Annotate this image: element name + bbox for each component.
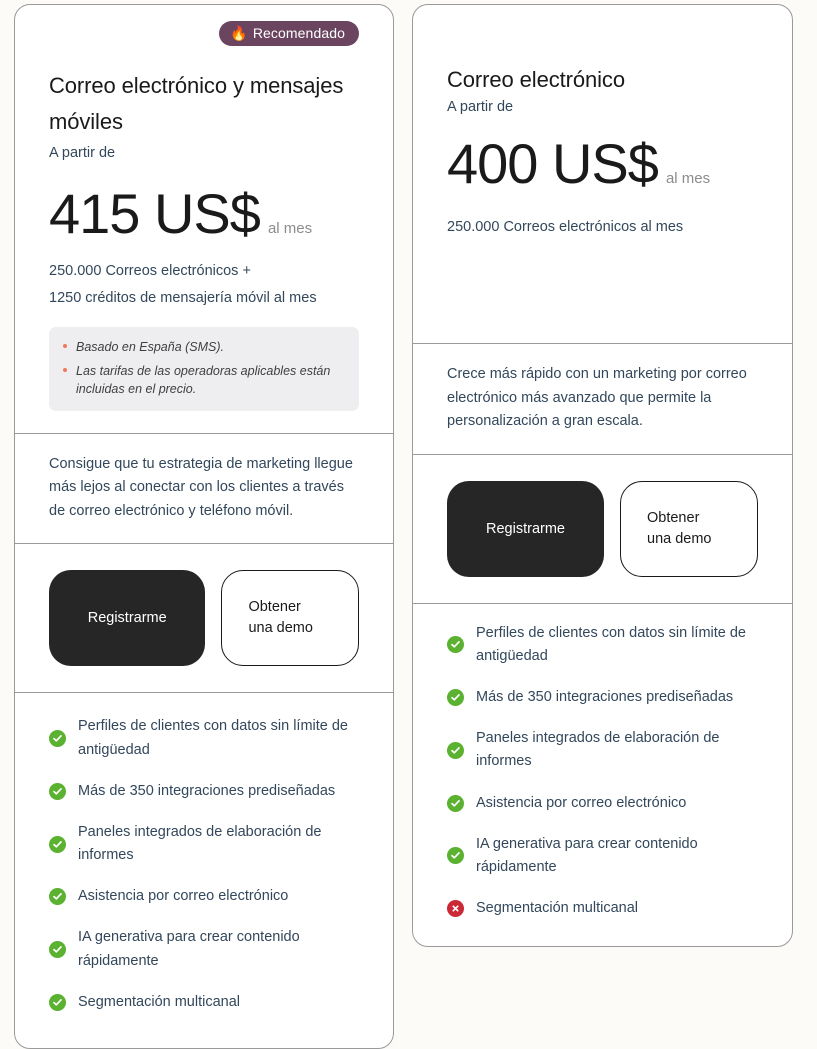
plan-price-row [49, 181, 359, 245]
check-circle-icon [49, 836, 66, 853]
plan-from-label: A partir de [49, 145, 116, 162]
feature-label: Más de 350 integraciones prediseñadas [78, 782, 336, 799]
feature-item [447, 686, 758, 709]
get-demo-button-label: Obtener una demo [647, 509, 712, 547]
plan-description: Crece más rápido con un marketing por correo electrónico más avanzado que permite la personalización a gran escala. [447, 366, 747, 430]
plan-price-note: 250.000 Correos electrónicos al mes [447, 218, 684, 235]
feature-item [49, 780, 359, 803]
get-demo-button[interactable] [620, 481, 758, 577]
plan-title: Correo electrónico [447, 67, 625, 92]
check-circle-icon [49, 941, 66, 958]
feature-label: Segmentación multicanal [78, 993, 241, 1010]
plan-price-period: al mes [665, 169, 711, 187]
plan-description-section [413, 343, 792, 453]
plan-cta-section [413, 454, 792, 603]
plan-fineprint-box [49, 327, 359, 411]
check-circle-icon [49, 994, 66, 1011]
fineprint-item: Las tarifas de las operadoras aplicables están incluidas en el precio. [63, 362, 345, 398]
plan-header-section [15, 5, 393, 433]
header-spacer [447, 239, 758, 323]
feature-label: Paneles integrados de elaboración de informes [476, 730, 720, 770]
feature-label: IA generativa para crear contenido rápidamente [476, 835, 698, 875]
feature-item [49, 991, 359, 1014]
feature-item [447, 897, 758, 920]
feature-item [447, 833, 758, 879]
signup-button[interactable]: Registrarme [49, 570, 205, 666]
get-demo-button-label: Obtener una demo [248, 599, 313, 637]
plan-description: Consigue que tu estrategia de marketing llegue más lejos al conectar con los clientes a través de correo electrónico y teléfono móvil. [49, 455, 353, 519]
pricing-card-email-and-mobile [14, 4, 394, 1049]
badge-row [49, 21, 359, 46]
check-circle-icon [447, 795, 464, 812]
check-circle-icon [447, 847, 464, 864]
feature-item [447, 622, 758, 668]
plan-price-row [447, 131, 758, 195]
feature-label: Asistencia por correo electrónico [78, 888, 289, 905]
get-demo-button[interactable] [221, 570, 359, 666]
plan-price-amount: 415 US$ [49, 181, 260, 245]
feature-label: Más de 350 integraciones prediseñadas [476, 689, 734, 705]
feature-item [49, 885, 359, 908]
feature-label: Paneles integrados de elaboración de informes [78, 823, 322, 864]
feature-item [49, 821, 359, 867]
signup-button[interactable]: Registrarme [447, 481, 604, 577]
feature-item [447, 727, 758, 773]
plan-price-period: al mes [267, 219, 313, 237]
fineprint-list [63, 338, 345, 398]
plan-price-amount: 400 US$ [447, 131, 658, 195]
feature-label: IA generativa para crear contenido rápidamente [78, 929, 300, 969]
check-circle-icon [49, 888, 66, 905]
feature-item [447, 792, 758, 815]
check-circle-icon [447, 689, 464, 706]
plan-price-note-line-2: 1250 créditos de mensajería móvil al mes [49, 290, 317, 307]
fire-emoji-icon: 🔥 [230, 25, 248, 41]
fineprint-item: Basado en España (SMS). [63, 338, 345, 356]
check-circle-icon [49, 783, 66, 800]
plan-description-section [15, 433, 393, 543]
feature-label: Segmentación multicanal [476, 900, 639, 917]
plan-feature-list [413, 603, 792, 947]
feature-item [49, 715, 359, 761]
plan-feature-list [15, 692, 393, 1048]
check-circle-icon [49, 730, 66, 747]
plan-cta-section [15, 543, 393, 692]
check-circle-icon [447, 636, 464, 653]
check-circle-icon [447, 742, 464, 759]
feature-label: Perfiles de clientes con datos sin límite de antigüedad [476, 624, 746, 664]
feature-label: Perfiles de clientes con datos sin límite de antigüedad [78, 718, 348, 758]
pricing-card-email [412, 4, 793, 947]
feature-label: Asistencia por correo electrónico [476, 794, 687, 811]
recommended-badge-label: Recomendado [252, 25, 345, 41]
plan-title: Correo electrónico y mensajes móviles [49, 73, 344, 134]
plan-price-note-line-1: 250.000 Correos electrónicos + [49, 262, 251, 279]
feature-item [49, 926, 359, 972]
recommended-badge [219, 21, 359, 46]
plan-header-section [413, 5, 792, 343]
plan-from-label: A partir de [447, 99, 514, 116]
cross-circle-icon [447, 900, 464, 917]
